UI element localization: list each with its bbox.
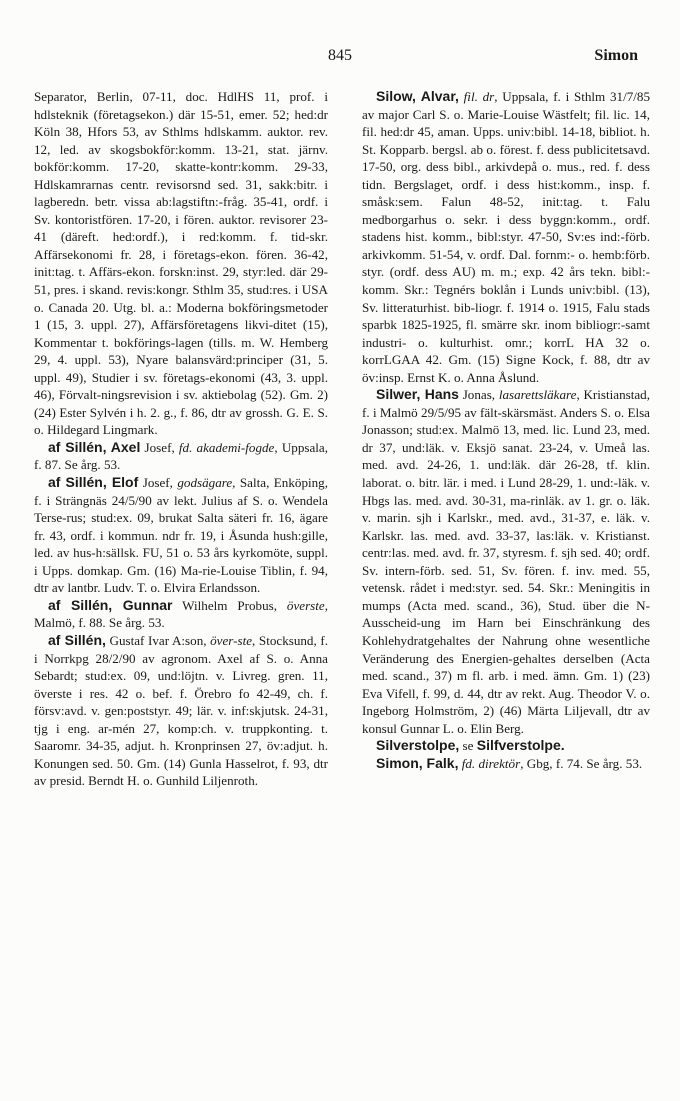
entry-gunnar-af-sillen <box>34 597 328 632</box>
entry-silverstolpe-crossref <box>362 737 650 755</box>
entry-headword: Silwer, Hans <box>376 386 459 403</box>
left-column <box>34 88 328 790</box>
entry-title: fd. direktör <box>461 755 521 771</box>
entry-given-names: Wilhelm Probus, <box>172 597 287 613</box>
entry-axel-af-sillen <box>34 439 328 474</box>
entry-headword: Simon, Falk, <box>376 754 459 771</box>
entry-headword: af Sillén, Elof <box>48 474 139 491</box>
entry-headword: af Sillén, Gunnar <box>48 596 173 613</box>
entry-title: fil. dr <box>463 89 495 104</box>
entry-given-names: Gustaf Ivar A:son, <box>105 632 211 648</box>
entry-cross-reference: Silfverstolpe. <box>476 737 565 754</box>
right-column <box>362 88 650 772</box>
entry-body: , Stocksund, f. i Norrkpg 28/2/90 av agronom. Axel af S. o. Anna Sebardt; stud:ex. 09, und:löjtn. v. Livreg. gren. 11, överste i res. 42 o. bef. f. Örebro fo 42-49, ch. f. försv:avd. v. gen:poststyr. 49; lär. v. inf:skjutsk. 24-31, tjg i eng. ar-mén 27, komp:ch. v. truppkonting. t. Saaromr. 34-35, adjut. h. Kronprinsen 27, öv:adjut. h. Konungen sed. 50. Gm. (14) Gunla Hasselrot, f. 93, dtr av presid. Berndt H. o. Gunhild Liljenroth. <box>34 632 328 789</box>
entry-body: , Malmö, f. 88. Se årg. 53. <box>34 597 328 631</box>
entry-title: över-ste <box>210 632 253 648</box>
entry-title: lasarettsläkare <box>498 387 577 403</box>
entry-title: fd. akademi-fogde <box>178 439 275 455</box>
entry-simon-falk <box>362 755 650 773</box>
entry-given-names: se <box>459 738 477 754</box>
page-number: 845 <box>328 47 352 64</box>
entry-body: , Uppsala, f. i Sthlm 31/7/85 av major Carl S. o. Marie-Louise Wästfelt; fil. lic. 14, fil. hed:dr 45, aman. Upps. univ:bibl. 14-18, bibliot. h. St. Kopparb. bergsl. ab o. förest. f. dess publicitetsavd. 17-50, org. dess bibl., arkivdepå o. mus., red. f. dess tidn. Bergslaget, ordf. i dess hist:komm., insp. f. småsk:sem. Falun 48-52, init:tag. t. Falu medborgarhus o. sekr. i dess byggn:komm., ordf. stadens hist. komm., bibl:styr. 47-50, Sv:es ind:-förb. arkivkomm. 51-54, v. ordf. Dal. fornm:- o. hemb:förb. styr. (ordf. dess AU) m. m.; exp. 42 års tekn. bibl:-komm. Skr.: Tegnérs boklån i Lunds univ:bibl. (13), Sv. litteraturhist. bib-liogr. f. 1914 o. 1915, Falu stads sparbk 1825-1925, fl. smärre skr. inom bibliogr:-samt industri- o. kulturhist. omr.; korrL HA 32 o. korrLGAA 42. Gm. (15) Signe Kock, f. 88, dtr av öv:insp. Ernst K. o. Anna Åslund. <box>362 89 650 385</box>
entry-headword: Silverstolpe, <box>376 737 460 754</box>
entry-given-names: Josef, <box>138 475 178 491</box>
entry-body: , Kristianstad, f. i Malmö 29/5/95 av fält-skärsmäst. Anders S. o. Elsa Jonasson; stud:ex. Malmö 13, med. lic. Lund 23, med. dr 37, und:läk. v. Eksjö sanat. 23-24, v. Umeå las. med. avd. 24-26, 1. und:läk. där 26-28, tf. klin. laborat. o. bitr. lär. i med. i Lund 28-29, 1. und:-läk. v. Hbgs las. med. avd. 30-31, ma-rinläk. av 1. gr. o. läk. v. marin. sjh i Karlskr., med. avd., 31-37, e. läk. v. Karlskr. las. med. avd. 33-37, las:läk. v. Kristianst. centr:las. med. avd. fr. 37, styresm. f. sjh sed. 40; ordf. Sv. intern-förb. sed. 51, Sv. fören. f. inv. med. 55, vetensk. rådet i med:styr. sed. 54. Skr.: Meningitis in mumps (Acta med. scand., 36), Stud. über die N-Ausscheid-ung im Harn bei Einschränkung des Kohlehydratgehaltes der Nahrung ohne wesentliche Veränderung des Energien-gehaltes derselben (Acta med. scand., 37) m fl. arb. i med. ämn. Gm. 1) (23) Eva Vifell, f. 99, d. 44, dtr av rekt. Aug. Theodor V. o. Ingeborg Holmström, 2) (46) Märta Liljevall, dtr av konsul Gunnar L. o. Elin Berg. <box>362 387 651 736</box>
entry-elof-af-sillen <box>34 474 328 597</box>
entry-given-names: Josef, <box>140 439 179 455</box>
entry-headword: af Sillén, Axel <box>48 438 141 455</box>
entry-headword: af Sillén, <box>48 631 106 648</box>
entry-silow-alvar <box>362 88 650 386</box>
entry-given-names: Jonas, <box>458 387 499 403</box>
continuation-text: Separator, Berlin, 07-11, doc. HdlHS 11, prof. i hdlsteknik (företagsekon.) där 15-51, emer. 52; hed:dr Köln 38, Hfors 53, av Sthlms hdlskamm. auktor. rev. 12, led. av skogsbokför:komm. 13-21, stat. järnv. bokför:komm. 17-20, skatte-kontr:komm. 29-33, Hdlskamrarnas centr. revisorsnd sed. 31, sakk:bitr. i lagberedn. betr. vissa ab:lagstiftn:-fråg. 35-41, ordf. i Sv. kontoristfören. 17-20, i fören. auktor. revisorer 23-41 (däreft. hed:ordf.), i red:komm. f. tid-skr. Affärsekonomi fr. 28, i företags-ekon. fören. 36-42, init:tag. t. Affärs-ekon. forskn:inst. 29, styr:led. där 29-51, pres. i skand. revis:kongr. Sthlm 35, stud:res. i USA o. Canada 20. Utg. bl. a.: Moderna bokföringsmetoder 1 (15, 3. uppl. 27), Affärsföretagens likvi-ditet (15), Kommentar t. bokförings-lagen (tills. m. W. Hemberg 29, 4. uppl. 53), Nyare balansvärd:principer (31, 5. uppl. 49), Studier i sv. företags-ekonomi (43, 3. uppl. 46), Förvalt-ningsrevision i sv. aktiebolag (52). Gm. 2) (24) Ester Sylvén i h. 2. g., f. 86, dtr av grossh. G. E. S. o. Hildegard Lingmark. <box>34 89 328 438</box>
entry-silwer-hans <box>362 386 650 737</box>
entry-body: , Salta, Enköping, f. i Strängnäs 24/5/90 av lekt. Julius af S. o. Wendela Terse-rus; stud:ex. 09, brukat Salta säteri fr. 16, ägare fr. 43, ordf. i kommun. ndr fr. 19, i Åsunda hush:gille, led. av hus-h:sällsk. FU, 51 o. 53 års kyrkomöte, suppl. i Upps. domkap. Gm. (16) Ma-rie-Louise Tiblin, f. 94, dtr av lantbr. Ludv. T. o. Elvira Erlandsson. <box>34 475 328 596</box>
entry-body: , Gbg, f. 74. Se årg. 53. <box>520 755 643 771</box>
entry-title: godsägare <box>177 475 233 491</box>
entry-body: , Uppsala, f. 87. Se årg. 53. <box>34 439 328 473</box>
running-head: Simon <box>594 47 638 64</box>
entry-headword: Silow, Alvar, <box>376 88 459 104</box>
entry-ivar-af-sillen <box>34 632 328 790</box>
entry-title: överste <box>286 597 325 613</box>
